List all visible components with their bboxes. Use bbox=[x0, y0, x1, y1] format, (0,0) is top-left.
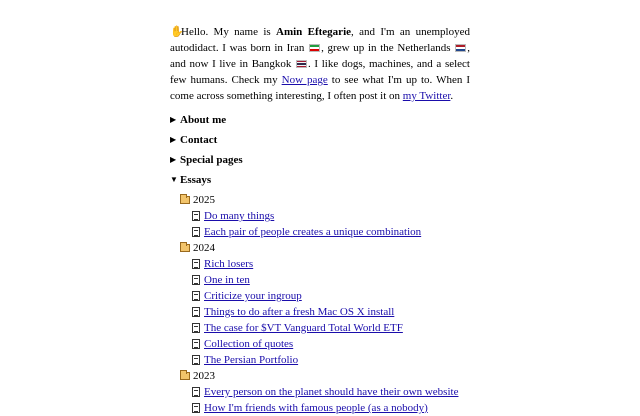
essay-item bbox=[192, 272, 470, 288]
essays-section bbox=[170, 172, 470, 416]
document-icon bbox=[192, 339, 200, 349]
folder-icon bbox=[180, 196, 190, 204]
essay-link[interactable]: Each pair of people creates a unique combination bbox=[204, 226, 422, 238]
essays-toggle[interactable]: ▼ Essays bbox=[170, 174, 212, 186]
essay-item bbox=[192, 400, 470, 416]
document-icon bbox=[192, 227, 200, 237]
year-label: 2023 bbox=[193, 370, 215, 382]
document-icon bbox=[192, 323, 200, 333]
document-icon bbox=[192, 387, 200, 397]
essay-link[interactable]: Things to do after a fresh Mac OS X install bbox=[204, 306, 395, 318]
contact-section bbox=[170, 132, 470, 148]
year-label: 2025 bbox=[193, 194, 215, 206]
thailand-flag-icon bbox=[296, 60, 307, 68]
essay-link[interactable]: Every person on the planet should have their own website bbox=[204, 386, 459, 398]
essay-item bbox=[192, 288, 470, 304]
document-icon bbox=[192, 275, 200, 285]
year-group-2023 bbox=[180, 368, 470, 384]
essay-item bbox=[192, 320, 470, 336]
essay-list bbox=[170, 192, 470, 416]
folder-icon bbox=[180, 372, 190, 380]
essay-link[interactable]: The case for $VT Vanguard Total World ETF bbox=[204, 322, 403, 334]
essay-item bbox=[192, 336, 470, 352]
essay-link[interactable]: Do many things bbox=[204, 210, 275, 222]
now-page-link[interactable]: Now page bbox=[281, 74, 328, 86]
year-group-2025 bbox=[180, 192, 470, 208]
waving-hand-icon: ✋ bbox=[170, 26, 184, 38]
essay-item bbox=[192, 352, 470, 368]
essay-item bbox=[192, 208, 470, 224]
year-label: 2024 bbox=[193, 242, 215, 254]
document-icon bbox=[192, 355, 200, 365]
essay-item bbox=[192, 256, 470, 272]
page-content bbox=[170, 24, 470, 416]
iran-flag-icon bbox=[309, 44, 320, 52]
netherlands-flag-icon bbox=[455, 44, 466, 52]
contact-toggle[interactable]: ▶ Contact bbox=[170, 134, 218, 146]
twitter-link[interactable]: my Twitter bbox=[402, 90, 451, 102]
document-icon bbox=[192, 211, 200, 221]
collapsed-triangle-icon: ▶ bbox=[170, 115, 177, 124]
document-icon bbox=[192, 291, 200, 301]
document-icon bbox=[192, 259, 200, 269]
about-me-toggle[interactable]: ▶ About me bbox=[170, 114, 227, 126]
essay-link[interactable]: Rich losers bbox=[204, 258, 254, 270]
document-icon bbox=[192, 307, 200, 317]
folder-icon bbox=[180, 244, 190, 252]
essay-item bbox=[192, 384, 470, 400]
author-name: Amin Eftegarie bbox=[276, 26, 352, 38]
essay-link[interactable]: Collection of quotes bbox=[204, 338, 294, 350]
essay-item bbox=[192, 304, 470, 320]
essay-link[interactable]: One in ten bbox=[204, 274, 250, 286]
special-pages-toggle[interactable]: ▶ Special pages bbox=[170, 154, 243, 166]
essay-item bbox=[192, 224, 470, 240]
collapsed-triangle-icon: ▶ bbox=[170, 135, 177, 144]
year-group-2024 bbox=[180, 240, 470, 256]
document-icon bbox=[192, 403, 200, 413]
intro-paragraph: ✋Hello. My name is Amin Eftegarie, and I'm an unemployed autodidact. I was born in Iran , grew up in the Netherlands , and now I live in Bangkok . I like dogs, machines, and a select few humans. Check my Now page to see what I'm up to. When I come across something interesting, I often post it on my Twitter. bbox=[170, 26, 470, 102]
essay-link[interactable]: Criticize your ingroup bbox=[204, 290, 302, 302]
collapsed-triangle-icon: ▶ bbox=[170, 155, 177, 164]
expanded-triangle-icon: ▼ bbox=[170, 175, 178, 184]
about-me-section bbox=[170, 112, 470, 128]
special-pages-section bbox=[170, 152, 470, 168]
essay-link[interactable]: The Persian Portfolio bbox=[204, 354, 299, 366]
essay-link[interactable]: How I'm friends with famous people (as a nobody) bbox=[204, 402, 428, 414]
